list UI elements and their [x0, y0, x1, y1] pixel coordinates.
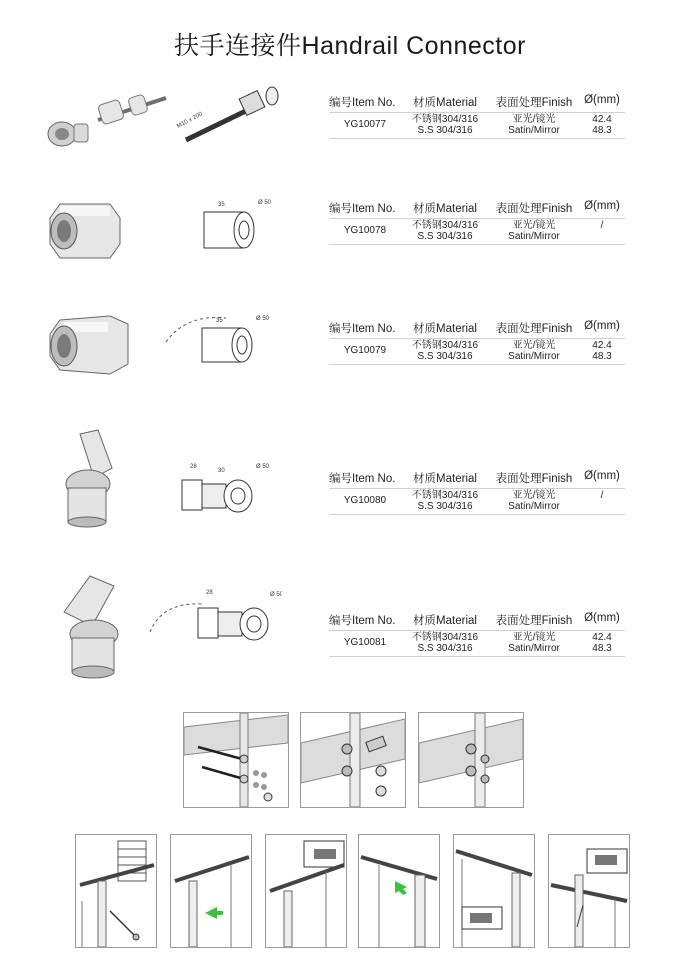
product-photo — [44, 310, 134, 385]
spec-row — [329, 219, 625, 245]
diameter-cell — [579, 220, 625, 242]
dim-label-4: Ø 50 — [258, 200, 272, 206]
product-photo-adjustable-joint — [56, 572, 126, 682]
material-en: S.S 304/316 — [417, 231, 473, 242]
header-diameter: Ø(mm) — [584, 320, 620, 332]
finish-cell — [489, 114, 579, 136]
product-drawing — [156, 308, 276, 383]
material-cn: 不锈钢304/316 — [411, 114, 479, 125]
install-illustration-mounted — [419, 713, 523, 807]
finish-en: Satin/Mirror — [508, 231, 560, 242]
diameter-value: 42.4 — [592, 340, 612, 351]
install-illustration-assembly — [359, 835, 439, 947]
dim-label-3: 28 — [190, 464, 197, 470]
header-finish: 表面处理Finish — [495, 323, 573, 335]
spec-table — [329, 200, 625, 245]
product-photo — [38, 90, 168, 155]
item-number: YG10079 — [343, 345, 387, 356]
spec-header — [329, 320, 625, 339]
finish-en: Satin/Mirror — [508, 351, 560, 362]
page-title: 扶手连接件Handrail Connector — [174, 32, 526, 60]
header-diameter: Ø(mm) — [584, 94, 620, 106]
install-step-6 — [265, 834, 347, 948]
header-finish: 表面处理Finish — [495, 615, 573, 627]
install-illustration-final — [549, 835, 629, 947]
diameter-cell — [579, 490, 625, 512]
dim-label-4: Ø 50 — [256, 464, 270, 470]
finish-cn: 亚光/镜光 — [512, 220, 556, 231]
header-diameter: Ø(mm) — [584, 470, 620, 482]
technical-drawing-angled — [168, 456, 278, 526]
header-item-no: 编号Item No. — [329, 203, 396, 215]
technical-drawing-tapered — [156, 308, 276, 378]
header-material: 材质Material — [413, 323, 477, 335]
header-finish: 表面处理Finish — [495, 203, 573, 215]
finish-en: Satin/Mirror — [508, 501, 560, 512]
material-cn: 不锈钢304/316 — [411, 632, 479, 643]
spec-table — [329, 612, 625, 657]
spec-table — [329, 470, 625, 515]
finish-cell — [489, 220, 579, 242]
spec-row — [329, 339, 625, 365]
diameter-value: 48.3 — [592, 351, 612, 362]
spec-header — [329, 200, 625, 219]
finish-cn: 亚光/镜光 — [512, 632, 556, 643]
item-number: YG10077 — [343, 119, 387, 130]
material-cn: 不锈钢304/316 — [411, 340, 479, 351]
diameter-value: 48.3 — [592, 125, 612, 136]
product-drawing — [168, 456, 278, 531]
diameter-value: 42.4 — [592, 114, 612, 125]
item-number: YG10081 — [343, 637, 387, 648]
material-cell — [401, 340, 489, 362]
header-material: 材质Material — [413, 97, 477, 109]
material-cn: 不锈钢304/316 — [411, 220, 479, 231]
item-number: YG10080 — [343, 495, 387, 506]
header-item-no: 编号Item No. — [329, 615, 396, 627]
item-number: YG10078 — [343, 225, 387, 236]
product-photo — [52, 428, 122, 533]
spec-table — [329, 94, 625, 139]
product-photo — [56, 572, 126, 687]
spec-row — [329, 489, 625, 515]
finish-cell — [489, 632, 579, 654]
finish-en: Satin/Mirror — [508, 125, 560, 136]
product-row — [0, 582, 700, 702]
spec-header — [329, 612, 625, 631]
install-step-2 — [300, 712, 406, 808]
header-item-no: 编号Item No. — [329, 473, 396, 485]
install-illustration-bolts — [184, 713, 288, 807]
product-drawing — [142, 578, 282, 663]
header-finish: 表面处理Finish — [495, 473, 573, 485]
product-drawing — [176, 84, 296, 149]
product-photo-tapered-barrel — [44, 310, 134, 380]
install-step-4 — [75, 834, 157, 948]
install-step-9 — [548, 834, 630, 948]
diameter-cell — [579, 114, 625, 136]
header-item-no: 编号Item No. — [329, 97, 396, 109]
install-illustration-angled — [454, 835, 534, 947]
install-illustration-arrow — [171, 835, 251, 947]
product-drawing — [188, 194, 278, 269]
header-material: 材质Material — [413, 615, 477, 627]
diameter-value: / — [600, 220, 604, 231]
technical-drawing-rod — [176, 84, 296, 144]
diameter-value: 42.4 — [592, 632, 612, 643]
spec-table — [329, 320, 625, 365]
material-en: S.S 304/316 — [417, 501, 473, 512]
header-finish: 表面处理Finish — [495, 97, 573, 109]
material-cell — [401, 114, 489, 136]
install-step-5 — [170, 834, 252, 948]
product-row — [0, 306, 700, 426]
header-diameter: Ø(mm) — [584, 200, 620, 212]
header-material: 材质Material — [413, 473, 477, 485]
finish-en: Satin/Mirror — [508, 643, 560, 654]
material-cell — [401, 632, 489, 654]
material-en: S.S 304/316 — [417, 351, 473, 362]
header-material: 材质Material — [413, 203, 477, 215]
finish-cell — [489, 340, 579, 362]
material-cn: 不锈钢304/316 — [411, 490, 479, 501]
product-photo — [44, 200, 124, 265]
spec-header — [329, 94, 625, 113]
finish-cn: 亚光/镜光 — [512, 340, 556, 351]
spec-row — [329, 113, 625, 139]
install-illustration-railing — [76, 835, 156, 947]
material-en: S.S 304/316 — [417, 125, 473, 136]
technical-drawing-barrel — [188, 194, 278, 264]
dim-label-1: 35 — [218, 202, 225, 208]
diameter-cell — [579, 632, 625, 654]
product-photo-angled-joint — [52, 428, 122, 528]
header-diameter: Ø(mm) — [584, 612, 620, 624]
diameter-cell — [579, 340, 625, 362]
install-step-7 — [358, 834, 440, 948]
install-illustration-tube — [301, 713, 405, 807]
dim-label-rod: M10 x 200 — [176, 111, 204, 130]
finish-cn: 亚光/镜光 — [512, 114, 556, 125]
install-step-1 — [183, 712, 289, 808]
dim-label-4: Ø 50 — [256, 316, 270, 322]
dim-label-3: 28 — [206, 590, 213, 596]
install-step-3 — [418, 712, 524, 808]
header-item-no: 编号Item No. — [329, 323, 396, 335]
install-step-8 — [453, 834, 535, 948]
finish-cell — [489, 490, 579, 512]
install-illustration-detail — [266, 835, 346, 947]
diameter-value: 48.3 — [592, 643, 612, 654]
product-photo-rod-connector — [38, 90, 168, 150]
dim-label-4: Ø 50 — [270, 592, 282, 598]
technical-drawing-adjustable — [142, 578, 282, 658]
material-en: S.S 304/316 — [417, 643, 473, 654]
diameter-value: / — [600, 490, 604, 501]
product-row — [0, 448, 700, 568]
product-photo-barrel — [44, 200, 124, 260]
material-cell — [401, 220, 489, 242]
dim-label-1: 35 — [216, 318, 223, 324]
spec-header — [329, 470, 625, 489]
dim-label-2: 30 — [218, 468, 225, 474]
product-row — [0, 192, 700, 312]
finish-cn: 亚光/镜光 — [512, 490, 556, 501]
product-row — [0, 80, 700, 200]
material-cell — [401, 490, 489, 512]
spec-row — [329, 631, 625, 657]
